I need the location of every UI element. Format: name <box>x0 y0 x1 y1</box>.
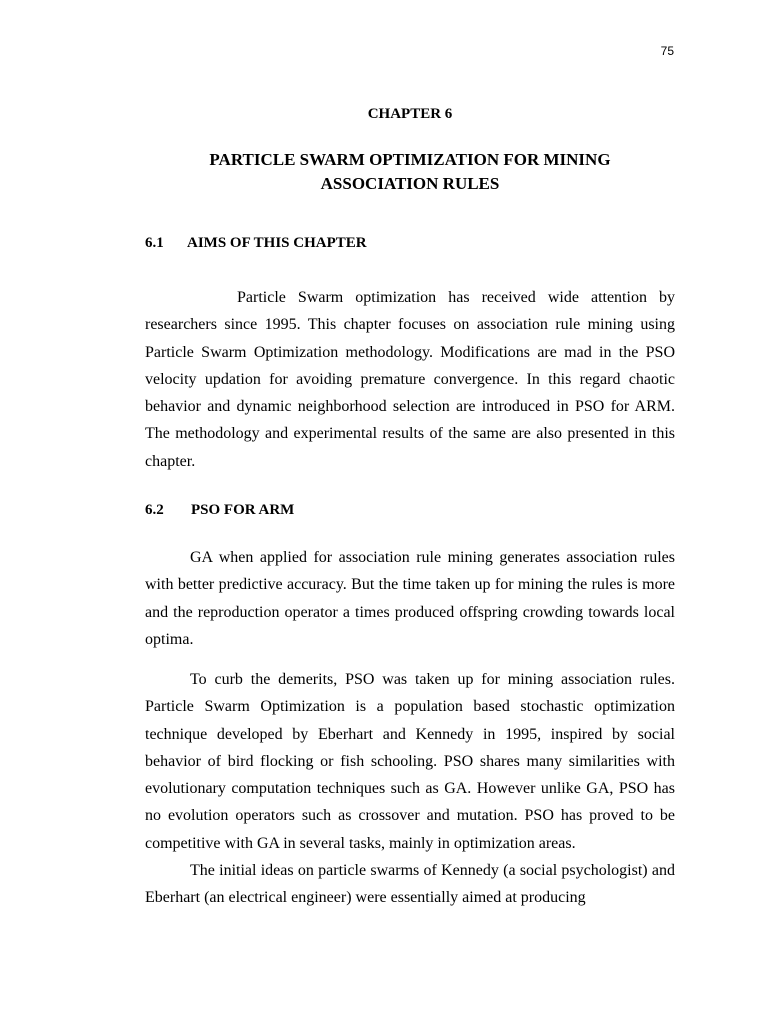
chapter-title-line-1: PARTICLE SWARM OPTIMIZATION FOR MINING <box>209 150 611 169</box>
page-number: 75 <box>660 44 674 58</box>
chapter-title-line-2: ASSOCIATION RULES <box>320 174 500 193</box>
section-title: PSO FOR ARM <box>191 502 295 518</box>
paragraph-pso-intro: To curb the demerits, PSO was taken up for mining association rules. Particle Swarm Optimization is a population based stochastic optimization technique developed by Eberhart and Kennedy in 1995, inspired by social behavior of bird flocking or fish schooling. PSO shares many similarities with evolutionary computation techniques such as GA. However unlike GA, PSO has no evolution operators such as crossover and mutation. PSO has proved to be competitive with GA in several tasks, mainly in optimization areas. <box>145 671 675 852</box>
section-heading-6-2 <box>145 502 294 519</box>
section-heading-6-1 <box>145 235 367 252</box>
chapter-label: CHAPTER 6 <box>367 106 453 122</box>
chapter-title <box>0 148 768 196</box>
paragraph-aims: Particle Swarm optimization has received wide attention by researchers since 1995. This chapter focuses on association rule mining using Particle Swarm Optimization methodology. Modifications are mad in the PSO velocity updation for avoiding premature convergence. In this regard chaotic behavior and dynamic neighborhood selection are introduced in PSO for ARM. The methodology and experimental results of the same are also presented in this chapter. <box>145 289 675 470</box>
section-number: 6.1 <box>145 235 164 251</box>
section-title: AIMS OF THIS CHAPTER <box>187 235 367 251</box>
paragraph-ga-demerits: GA when applied for association rule mining generates association rules with better predictive accuracy. But the time taken up for mining the rules is more and the reproduction operator a times produced offspring crowding towards local optima. <box>145 549 675 648</box>
section-number: 6.2 <box>145 502 164 518</box>
paragraph-initial-ideas: The initial ideas on particle swarms of Kennedy (a social psychologist) and Eberhart (an electrical engineer) were essentially aimed at producing <box>145 862 675 907</box>
